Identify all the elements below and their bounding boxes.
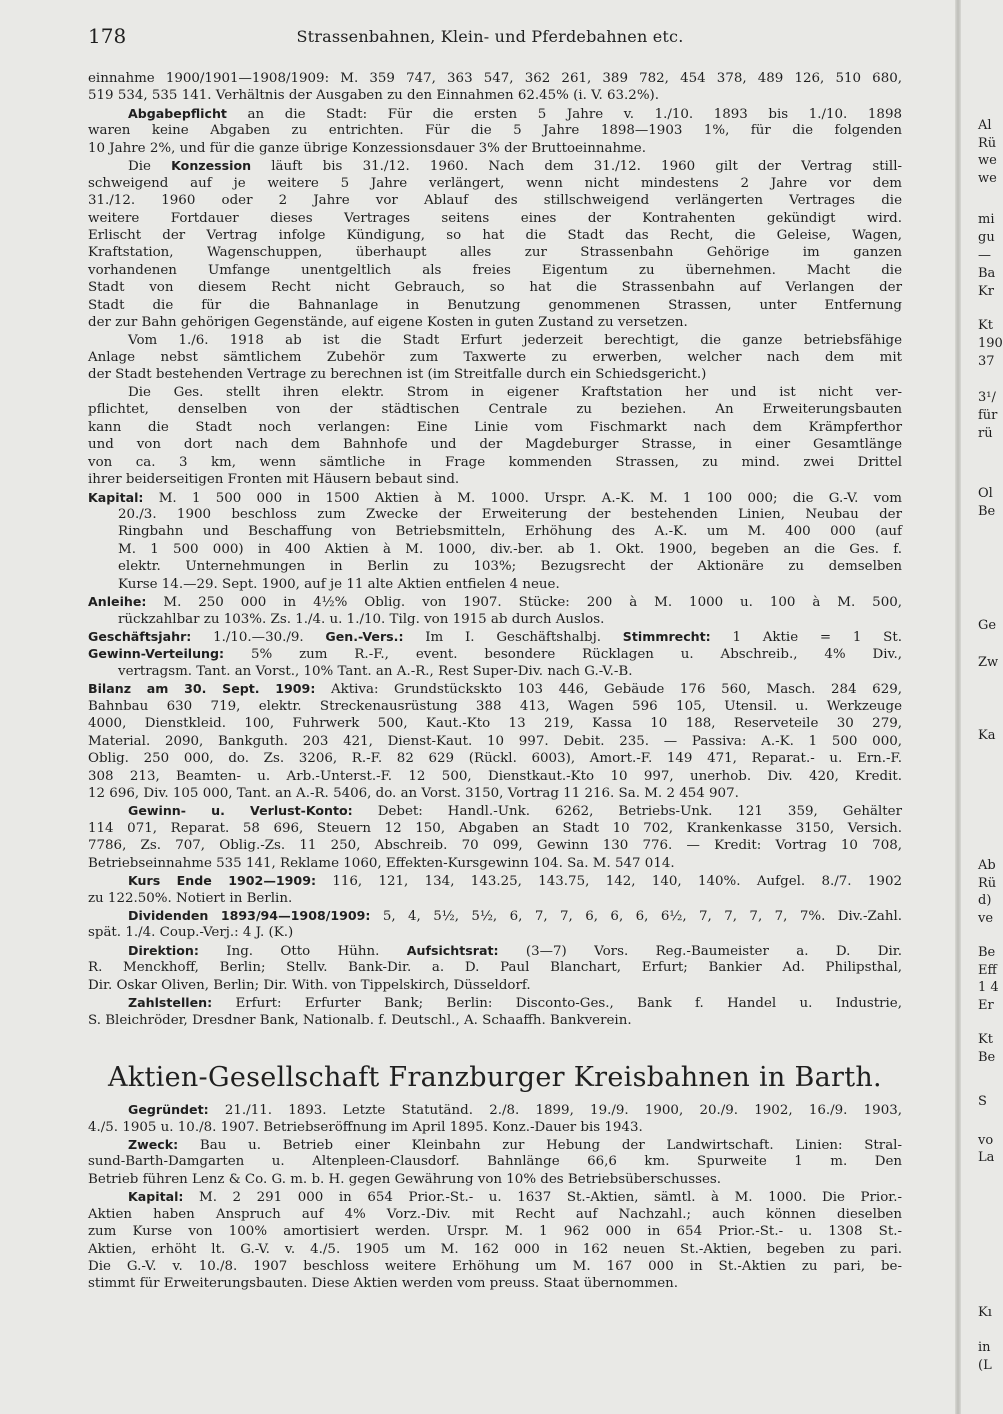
article1-line <box>88 733 902 750</box>
article1-line <box>88 855 902 872</box>
article1-line <box>88 523 902 540</box>
text-run: elektr. Unternehmungen in Berlin zu 103%; Bezugsrecht der Aktionäre zu demselben <box>118 559 902 575</box>
article1-line <box>88 297 902 314</box>
margin-fragment: ve <box>978 911 994 926</box>
article1-line <box>88 471 902 488</box>
margin-fragment: gu <box>978 230 995 245</box>
article2-line <box>88 1119 902 1136</box>
text-run: Material. 2090, Bankguth. 203 421, Dienst-Kaut. 10 997. Debit. 235. — Passiva: A.-K. 1 500 000, <box>88 733 902 749</box>
article2-line <box>88 1275 902 1292</box>
article1-line <box>88 122 902 139</box>
text-run: Kurse 14.—29. Sept. 1900, auf je 11 alte Aktien entfielen 4 neue. <box>118 576 560 592</box>
text-run: 21./11. 1893. Letzte Statutänd. 2./8. 1899, 19./9. 1900, 20./9. 1902, 16./9. 1903, <box>208 1103 902 1119</box>
article1-line <box>88 820 902 837</box>
article1-line <box>88 227 902 244</box>
book-gutter <box>955 0 961 1414</box>
article1-line <box>88 279 902 296</box>
section-label: Gegründet: <box>128 1102 209 1118</box>
article1-line <box>88 593 902 610</box>
article1-line <box>88 802 902 819</box>
article1-line <box>88 105 902 122</box>
section-separator <box>88 1029 902 1055</box>
article2-line <box>88 1258 902 1275</box>
section-label: Abgabepflicht <box>128 105 227 121</box>
text-run: Aktien, erhöht lt. G.-V. v. 4./5. 1905 um M. 162 000 in 162 neuen St.-Aktien, begeben zu pari. <box>88 1241 902 1257</box>
margin-fragment: für <box>978 408 998 423</box>
text-run: (3—7) Vors. Reg.-Baumeister a. D. Dir. <box>498 943 902 959</box>
article1-line <box>88 768 902 785</box>
text-run: Aktien haben Anspruch auf 4% Vorz.-Div. mit Recht auf Nachzahl.; auch können dieselben <box>88 1206 902 1222</box>
text-run: Bahnbau 630 719, elektr. Streckenausrüstung 388 413, Wagen 596 105, Utensil. u. Werkzeuge <box>88 698 902 714</box>
margin-fragment: La <box>978 1150 995 1165</box>
text-run: zum Kurse von 100% amortisiert werden. Urspr. M. 1 962 000 in 654 Prior.-St.- u. 1308 St.- <box>88 1224 902 1240</box>
section-label: Dividenden 1893/94—1908/1909: <box>128 908 371 923</box>
text-run: Erfurt: Erfurter Bank; Berlin: Disconto-Ges., Bank f. Handel u. Industrie, <box>212 996 902 1012</box>
article2-line <box>88 1223 902 1240</box>
text-run: 308 213, Beamten- u. Arb.-Unterst.-F. 12 500, Dienstkaut.-Kto 10 997, unerhob. Div. 420, Kredit. <box>88 768 902 784</box>
margin-fragment: Ab <box>978 858 996 873</box>
text-run: 12 696, Div. 105 000, Tant. an A.-R. 5406, do. an Vorst. 3150, Vortrag 11 216. Sa. M. 2 454 907. <box>88 785 739 801</box>
article1-line <box>88 558 902 575</box>
margin-fragment: Kt <box>978 1032 993 1047</box>
section-label: Bilanz am 30. Sept. 1909: <box>88 681 316 697</box>
text-run: 519 534, 535 141. Verhältnis der Ausgaben zu den Einnahmen 62.45% (i. V. 63.2%). <box>88 88 660 104</box>
margin-fragment: Eff <box>978 963 997 978</box>
article-erfurt-strassenbahn <box>88 70 902 1029</box>
article1-line <box>88 332 902 349</box>
article1-line <box>88 349 902 366</box>
article1-line <box>88 70 902 87</box>
text-run: 5, 4, 5½, 5½, 6, 7, 7, 6, 6, 6, 6½, 7, 7, 7, 7, 7%. Div.-Zahl. <box>370 909 902 924</box>
article1-line <box>88 244 902 261</box>
article2-line <box>88 1153 902 1170</box>
margin-fragment: Ol <box>978 486 993 501</box>
margin-fragment: 3¹/ <box>978 390 996 405</box>
article2-line <box>88 1171 902 1188</box>
text-run: Die <box>128 159 172 175</box>
text-run: Aktiva: Grundstückskto 103 446, Gebäude 176 560, Masch. 284 629, <box>315 682 902 698</box>
text-run: läuft bis 31./12. 1960. Nach dem 31./12. 1960 gilt der Vertrag still- <box>251 159 903 175</box>
running-title: Strassenbahnen, Klein- und Pferdebahnen etc. <box>296 27 684 46</box>
article1-line <box>88 419 902 436</box>
article-title: Aktien-Gesellschaft Franzburger Kreisbahnen in Barth. <box>108 1062 882 1094</box>
text-run: Debet: Handl.-Unk. 6262, Betriebs-Unk. 121 359, Gehälter <box>352 804 902 820</box>
text-run: Erlischt der Vertrag infolge Kündigung, so hat die Stadt das Recht, die Geleise, Wagen, <box>88 227 902 243</box>
margin-fragment: mi <box>978 212 995 227</box>
section-label: Anleihe: <box>88 594 147 610</box>
text-run: 1./10.—30./9. <box>191 630 326 645</box>
article1-line <box>88 715 902 732</box>
margin-fragment: Be <box>978 504 996 519</box>
article1-line <box>88 506 902 523</box>
margin-fragment: Zw <box>978 655 999 670</box>
text-run: 114 071, Reparat. 58 696, Steuern 12 150, Abgaben an Stadt 10 702, Krankenkasse 3150, Versich. <box>88 820 902 836</box>
section-label: Kurs Ende 1902—1909: <box>128 873 316 889</box>
margin-fragment: Ba <box>978 266 996 281</box>
margin-fragment: in <box>978 1340 991 1355</box>
margin-fragment: Kr <box>978 284 994 299</box>
article2-line <box>88 1188 902 1205</box>
article1-line <box>88 157 902 174</box>
article1-line <box>88 576 902 593</box>
margin-fragment: 190 <box>978 336 1003 351</box>
text-run: weitere Fortdauer dieses Vertrages seitens eines der Kontrahenten gekündigt wird. <box>88 210 902 226</box>
article1-line <box>88 890 902 907</box>
text-run: spät. 1./4. Coup.-Verj.: 4 J. (K.) <box>88 925 294 941</box>
margin-fragment: (L <box>978 1358 992 1373</box>
article1-line <box>88 384 902 401</box>
margin-fragment: d) <box>978 893 992 908</box>
article1-line <box>88 611 902 628</box>
margin-fragment: Er <box>978 998 994 1013</box>
text-run: rückzahlbar zu 103%. Zs. 1./4. u. 1./10. Tilg. von 1915 ab durch Auslos. <box>118 611 605 627</box>
text-run: kann die Stadt noch verlangen: Eine Linie vom Fischmarkt nach dem Krämpferthor <box>88 419 902 435</box>
article1-line <box>88 872 902 889</box>
margin-fragment: vo <box>978 1133 994 1148</box>
text-run: einnahme 1900/1901—1908/1909: M. 359 747, 363 547, 362 261, 389 782, 454 378, 489 126, 510 680, <box>88 71 902 86</box>
section-label: Zahlstellen: <box>128 995 213 1011</box>
article1-line <box>88 750 902 767</box>
text-run: 10 Jahre 2%, und für die ganze übrige Konzessionsdauer 3% der Bruttoeinnahme. <box>88 140 646 156</box>
margin-fragment: Ka <box>978 728 996 743</box>
text-run: waren keine Abgaben zu entrichten. Für die 5 Jahre 1898—1903 1%, für die folgenden <box>88 123 902 139</box>
text-run: Die Ges. stellt ihren elektr. Strom in eigener Kraftstation her und ist nicht ver- <box>128 384 902 400</box>
text-run: 20./3. 1900 beschloss zum Zwecke der Erweiterung der bestehenden Linien, Neubau der <box>118 506 902 522</box>
text-run: Ing. Otto Hühn. <box>198 943 407 959</box>
section-label: Zweck: <box>128 1136 179 1152</box>
text-run: Betrieb führen Lenz & Co. G. m. b. H. gegen Gewährung von 10% des Betriebsüberschusses. <box>88 1171 722 1187</box>
article2-line <box>88 1101 902 1118</box>
text-run: Im I. Geschäftshalbj. <box>403 630 623 645</box>
section-label: Kapital: <box>88 489 144 505</box>
margin-fragment: Rü <box>978 876 997 891</box>
text-run: M. 1 500 000 in 1500 Aktien à M. 1000. Urspr. A.-K. M. 1 100 000; die G.-V. vom <box>143 490 902 506</box>
text-run: sund-Barth-Damgarten u. Altenpleen-Clausdorf. Bahnlänge 66,6 km. Spurweite 1 m. Den <box>88 1154 902 1170</box>
text-run: zu 122.50%. Notiert in Berlin. <box>88 890 293 906</box>
text-run: Anlage nebst sämtlichem Zubehör zum Taxwerte zu erwerben, welcher nach dem mit <box>88 350 902 365</box>
section-label: Kapital: <box>128 1189 184 1205</box>
text-run: vorhandenen Umfange unentgeltlich als freies Eigentum zu übernehmen. Macht die <box>88 262 902 278</box>
text-run: Ringbahn und Beschaffung von Betriebsmitteln, Erhöhung des A.-K. um M. 400 000 (auf <box>118 524 902 540</box>
text-run: 5% zum R.-F., event. besondere Rücklagen u. Abschreib., 4% Div., <box>224 647 902 663</box>
article1-line <box>88 314 902 331</box>
article2-line <box>88 1241 902 1258</box>
margin-fragment: rü <box>978 426 993 441</box>
article1-line <box>88 436 902 453</box>
text-run: an die Stadt: Für die ersten 5 Jahre v. 1./10. 1893 bis 1./10. 1898 <box>226 106 902 122</box>
margin-fragment: we <box>978 171 997 186</box>
article1-line <box>88 645 902 662</box>
article1-line <box>88 366 902 383</box>
article1-line <box>88 837 902 854</box>
section-label: Geschäftsjahr: <box>88 629 192 644</box>
article1-line <box>88 942 902 959</box>
text-run: M. 250 000 in 4½% Oblig. von 1907. Stücke: 200 à M. 1000 u. 100 à M. 500, <box>146 595 902 611</box>
margin-fragment: Be <box>978 945 996 960</box>
text-run: M. 2 291 000 in 654 Prior.-St.- u. 1637 St.-Aktien, sämtl. à M. 1000. Die Prior.- <box>183 1190 902 1206</box>
text-run: 116, 121, 134, 143.25, 143.75, 142, 140, 140%. Aufgel. 8./7. 1902 <box>316 874 902 890</box>
article1-line <box>88 262 902 279</box>
article2-line <box>88 1206 902 1223</box>
text-run: Stadt von diesem Recht nicht Gebrauch, so hat die Strassenbahn auf Verlangen der <box>88 280 902 296</box>
text-run: 1 Aktie = 1 St. <box>710 630 902 645</box>
article1-line <box>88 489 902 506</box>
text-run: ihrer beiderseitigen Fronten mit Häusern bebaut sind. <box>88 472 460 488</box>
article1-line <box>88 210 902 227</box>
article1-line <box>88 680 902 697</box>
section-label: Konzession <box>171 158 252 174</box>
article1-line <box>88 87 902 104</box>
text-run: R. Menckhoff, Berlin; Stellv. Bank-Dir. a. D. Paul Blanchart, Erfurt; Bankier Ad. Philipsthal, <box>88 960 902 976</box>
section-label: Gen.-Vers.: <box>325 629 404 644</box>
article1-line <box>88 454 902 471</box>
text-run: Kraftstation, Wagenschuppen, überhaupt alles zur Strassenbahn Gehörige im ganzen <box>88 245 902 261</box>
text-run: 7786, Zs. 707, Oblig.-Zs. 11 250, Abschreib. 70 099, Gewinn 130 776. — Kredit: Vortrag 10 708, <box>88 838 902 854</box>
section-label: Stimmrecht: <box>622 629 711 644</box>
text-run: schweigend auf je weitere 5 Jahre verlängert, wenn nicht mindestens 2 Jahre vor dem <box>88 175 902 191</box>
text-run: vertragsm. Tant. an Vorst., 10% Tant. an A.-R., Rest Super-Div. nach G.-V.-B. <box>118 663 633 679</box>
page-header <box>0 24 940 54</box>
next-page-edge <box>968 0 1003 1414</box>
text-run: 31./12. 1960 oder 2 Jahre vor Ablauf des stillschweigend verlängerten Vertrages die <box>88 193 902 209</box>
text-run: der zur Bahn gehörigen Gegenstände, auf eigene Kosten in guten Zustand zu versetzen. <box>88 315 688 331</box>
article1-line <box>88 628 902 645</box>
article1-line <box>88 175 902 192</box>
text-run: Oblig. 250 000, do. Zs. 3206, R.-F. 82 629 (Rückl. 6003), Amort.-F. 149 471, Reparat.- u. Ern.-F. <box>88 751 902 767</box>
text-run: Bau u. Betrieb einer Kleinbahn zur Hebung der Landwirtschaft. Linien: Stral- <box>178 1137 902 1153</box>
article1-line <box>88 663 902 680</box>
article1-line <box>88 977 902 994</box>
margin-fragment: Al <box>978 118 992 133</box>
text-run: stimmt für Erweiterungsbauten. Diese Aktien werden vom preuss. Staat übernommen. <box>88 1276 679 1292</box>
section-label: Aufsichtsrat: <box>406 942 499 958</box>
article2-line <box>88 1136 902 1153</box>
text-run: der Stadt bestehenden Vertrage zu berechnen ist (im Streitfalle durch ein Schiedsgericht.) <box>88 367 707 383</box>
margin-fragment: S <box>978 1094 987 1109</box>
margin-fragment: 1 4 <box>978 980 999 995</box>
article1-line <box>88 785 902 802</box>
section-label: Direktion: <box>128 942 199 958</box>
text-run: Dir. Oskar Oliven, Berlin; Dir. With. von Tippelskirch, Düsseldorf. <box>88 977 531 993</box>
margin-fragment: Ge <box>978 618 997 633</box>
article1-line <box>88 140 902 157</box>
text-run: Stadt die für die Bahnanlage in Benutzung genommenen Strassen, unter Entfernung <box>88 297 902 313</box>
article1-line <box>88 924 902 941</box>
text-run: M. 1 500 000) in 400 Aktien à M. 1000, div.-ber. ab 1. Okt. 1900, begeben an die Ges. f. <box>118 541 902 557</box>
text-run: 4000, Dienstkleid. 100, Fuhrwerk 500, Kaut.-Kto 13 219, Kassa 10 188, Reserveteile 30 279, <box>88 716 902 732</box>
text-run: und von dort nach dem Bahnhofe und der Magdeburger Strasse, in einer Gesamtlänge <box>88 437 902 453</box>
page-number: 178 <box>88 24 127 48</box>
margin-fragment: — <box>978 248 991 263</box>
text-run: 4./5. 1905 u. 10./8. 1907. Betriebseröffnung im April 1895. Konz.-Dauer bis 1943. <box>88 1119 643 1135</box>
margin-fragment: 37 <box>978 354 995 369</box>
article-franzburger-kreisbahnen <box>88 1101 902 1293</box>
section-label: Gewinn- u. Verlust-Konto: <box>128 803 353 819</box>
article1-line <box>88 541 902 558</box>
margin-fragment: Kt <box>978 318 993 333</box>
section-label: Gewinn-Verteilung: <box>88 646 225 662</box>
text-run: S. Bleichröder, Dresdner Bank, Nationalb. f. Deutschl., A. Schaaffh. Bankverein. <box>88 1012 632 1028</box>
text-run: pflichtet, denselben von der städtischen Centrale zu beziehen. An Erweiterungsbauten <box>88 402 902 418</box>
text-run: Vom 1./6. 1918 ab ist die Stadt Erfurt jederzeit berechtigt, die ganze betriebsfähige <box>128 332 902 348</box>
article1-line <box>88 959 902 976</box>
text-run: von ca. 3 km, wenn sämtliche in Frage kommenden Strassen, zu mind. zwei Drittel <box>88 454 902 470</box>
article1-line <box>88 401 902 418</box>
text-run: Betriebseinnahme 535 141, Reklame 1060, Effekten-Kursgewinn 104. Sa. M. 547 014. <box>88 855 675 871</box>
article1-line <box>88 192 902 209</box>
margin-fragment: we <box>978 153 997 168</box>
margin-fragment: Kı <box>978 1305 992 1320</box>
text-run: Die G.-V. v. 10./8. 1907 beschloss weitere Erhöhung um M. 167 000 in St.-Aktien zu pari, be- <box>88 1259 902 1274</box>
article1-line <box>88 994 902 1011</box>
main-column <box>88 70 902 1293</box>
margin-fragment: Rü <box>978 136 997 151</box>
margin-fragment: Be <box>978 1050 996 1065</box>
article1-line <box>88 1012 902 1029</box>
article1-line <box>88 698 902 715</box>
article1-line <box>88 907 902 924</box>
